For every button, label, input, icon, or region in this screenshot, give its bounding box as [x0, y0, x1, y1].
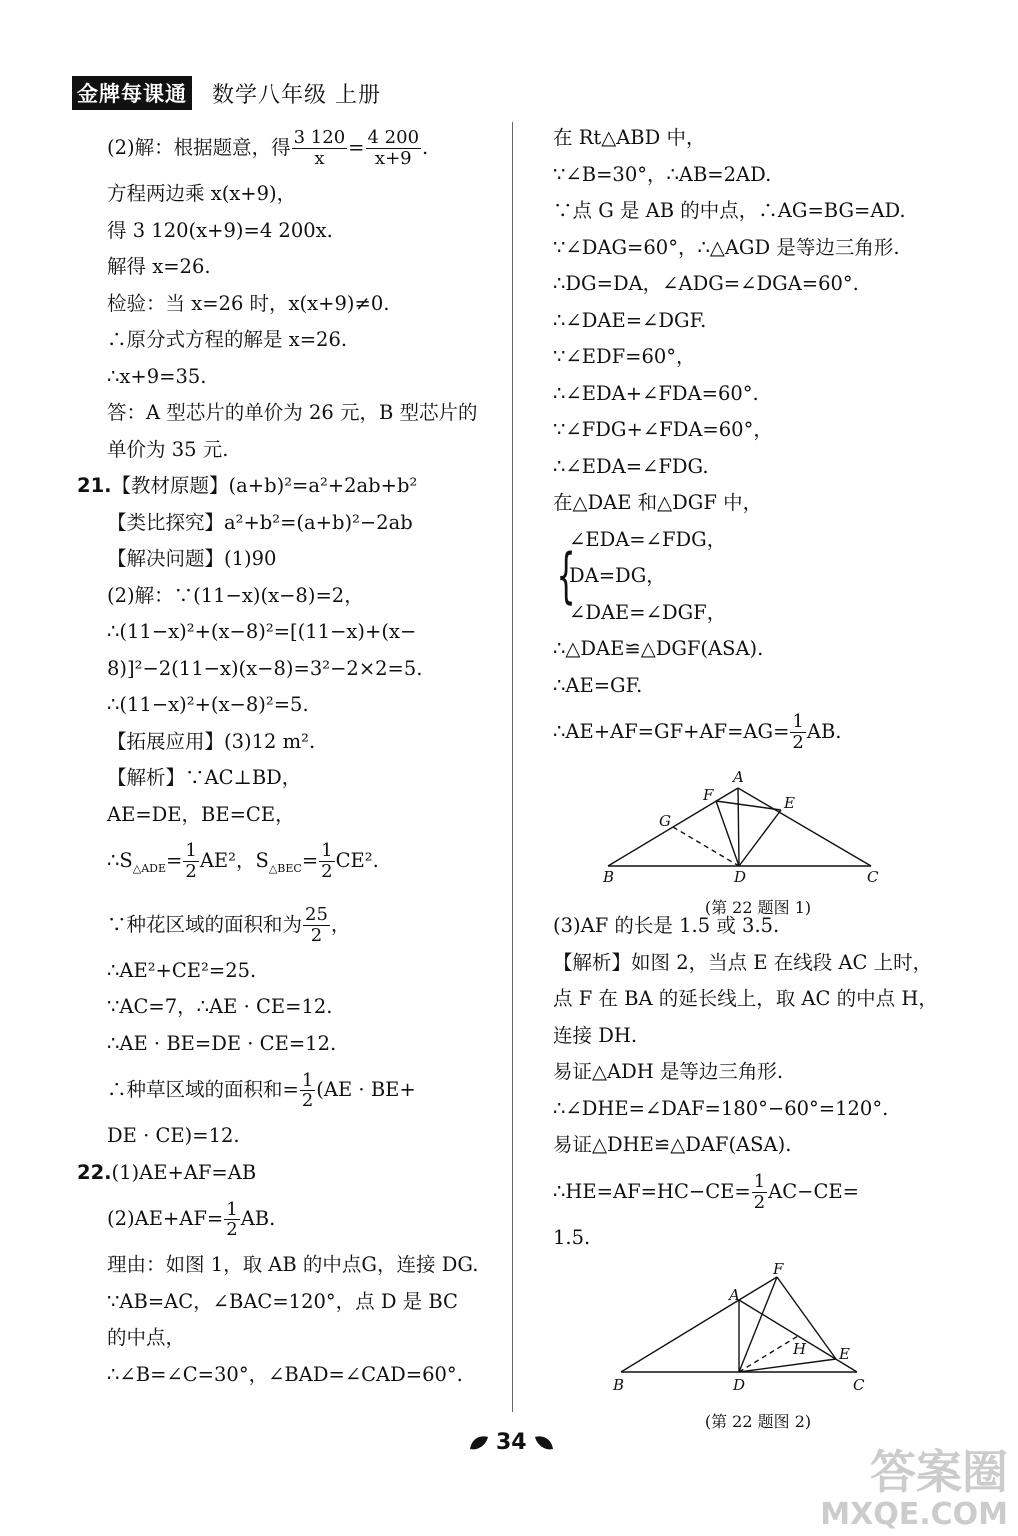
question-22-line: 22.(1)AE+AF=AB [77, 1160, 257, 1184]
watermark-text: 答案圈 [870, 1445, 1008, 1499]
solution-line: (2)AE+AF= $\frac{1}{2}$ AB. [107, 1198, 276, 1241]
solution-line: ∴AE²+CE²=25. [107, 958, 257, 982]
book-subject: 数学八年级 上册 [212, 82, 381, 108]
solution-line: 方程两边乘 x(x+9)， [107, 182, 297, 205]
segment-de [739, 810, 781, 866]
figure-1-caption: (第 22 题图 1) [704, 897, 812, 917]
solution-line: ∵点 G 是 AB 的中点，∴AG=BG=AD. [553, 199, 906, 222]
label-d: D [734, 868, 747, 884]
solution-line: 【解析】如图 2，当点 E 在线段 AC 上时， [553, 950, 933, 974]
label-b: B [613, 1376, 625, 1394]
watermark [820, 1446, 1008, 1532]
segment-fe [777, 1277, 836, 1359]
leaf-ornament-icon [468, 1433, 490, 1453]
solution-line: ∴AE=GF. [553, 673, 643, 697]
solution-line: ∴∠EDA=∠FDG. [553, 454, 709, 478]
system-line: DA=DG， [569, 564, 666, 587]
figure-2-diagram [553, 1262, 963, 1398]
solution-line: 检验：当 x=26 时，x(x+9)≠0. [107, 291, 390, 315]
solution-line: ∵∠FDG+∠FDA=60°， [553, 418, 773, 441]
fraction: $\frac{3 120}{x}$ [293, 127, 346, 169]
label-a: A [733, 768, 744, 786]
page-number: 34 [496, 1430, 527, 1455]
solution-line: ∴种草区域的面积和= $\frac{1}{2}$ (AE · BE+ [107, 1069, 416, 1112]
label-g: G [659, 812, 671, 830]
figure-2 [553, 1262, 963, 1431]
fraction: $\frac{1}{2}$ [321, 840, 333, 882]
label-h: H [793, 1340, 807, 1358]
solution-line: ∵种花区域的面积和为 $\frac{25}{2}$ ， [107, 904, 351, 946]
fraction: $\frac{1}{2}$ [185, 840, 197, 882]
equation-system [553, 522, 963, 632]
solution-line: 连接 DH. [553, 1023, 638, 1047]
solution-line: 易证△DHE≌△DAF(ASA). [553, 1133, 792, 1156]
page-number-block [468, 1430, 555, 1455]
solution-line: AE=DE，BE=CE， [107, 802, 295, 826]
segment-df [716, 801, 739, 866]
solution-line: 【解析】∵AC⊥BD， [107, 766, 302, 789]
label-e: E [784, 794, 795, 812]
solution-line: 【拓展应用】(3)12 m². [107, 729, 316, 753]
solution-line: ∵∠EDF=60°， [553, 345, 696, 368]
solution-line: ∴原分式方程的解是 x=26. [107, 328, 348, 351]
segment-ac [738, 788, 871, 866]
solution-line: 【解决问题】(1)90 [107, 547, 277, 570]
solution-line: $\therefore S_{\triangle ADE}=$ $\frac{1}{2}$ AE²，$S_{\triangle BEC}=$ $\frac{1}{2}$ CE². [107, 840, 379, 882]
solution-line: ∴∠DHE=∠DAF=180°−60°=120°. [553, 1096, 889, 1120]
column-divider [512, 122, 513, 1412]
solution-line: ∴∠DAE=∠DGF. [553, 308, 707, 332]
solution-line: 8)]²−2(11−x)(x−8)=3²−2×2=5. [107, 656, 423, 680]
fraction: $\frac{1}{2}$ [792, 711, 804, 753]
solution-line: (2)解：∵(11−x)(x−8)=2， [107, 583, 364, 607]
question-number: 22. [77, 1160, 112, 1184]
solution-line: ∴DG=DA，∠ADG=∠DGA=60°. [553, 272, 859, 295]
system-line: ∠DAE=∠DGF， [569, 600, 727, 624]
solution-line: 1.5. [553, 1225, 591, 1249]
label-d: D [733, 1376, 746, 1394]
solution-line: ∵AB=AC，∠BAC=120°，点 D 是 BC [107, 1289, 458, 1313]
label-a: A [729, 1286, 740, 1304]
solution-line: ∴(11−x)²+(x−8)²=5. [107, 693, 309, 716]
fraction: $\frac{1}{2}$ [753, 1170, 766, 1213]
solution-line: (2)解：根据题意，得 $\frac{3 120}{x}$ = $\frac{4 200}{x+9}$ . [107, 127, 429, 169]
question-21-line: 21.【教材原题】(a+b)²=a²+2ab+b² [77, 474, 418, 497]
solution-line: ∴x+9=35. [107, 364, 207, 388]
solution-line: DE · CE)=12. [107, 1124, 240, 1148]
solution-line: ∵∠B=30°，∴AB=2AD. [553, 162, 772, 186]
solution-line: ∴∠EDA+∠FDA=60°. [553, 381, 759, 405]
segment-df [739, 1277, 777, 1372]
fraction: $\frac{25}{2}$ [305, 904, 328, 946]
segment-ef [716, 801, 781, 810]
figure-1 [553, 760, 963, 917]
watermark-url: MXQE.COM [820, 1497, 1008, 1532]
solution-line: 点 F 在 BA 的延长线上，取 AC 的中点 H， [553, 987, 938, 1010]
segment-dh [739, 1336, 798, 1372]
solution-line: 易证△ADH 是等边三角形. [553, 1060, 784, 1083]
segment-dg [673, 827, 739, 866]
segment-af [739, 1277, 777, 1300]
label-c: C [867, 868, 879, 884]
solution-line: ∴(11−x)²+(x−8)²=[(11−x)+(x− [107, 620, 417, 643]
solution-line: 解得 x=26. [107, 255, 211, 278]
question-number: 21. [77, 474, 112, 497]
system-line: ∠EDA=∠FDG， [569, 527, 727, 551]
segment-ad [738, 788, 739, 866]
solution-line: 得 3 120(x+9)=4 200x. [107, 218, 333, 242]
left-brace: { [556, 540, 576, 611]
solution-line: 理由：如图 1，取 AB 的中点G，连接 DG. [107, 1253, 479, 1277]
solution-line: ∴△DAE≌△DGF(ASA). [553, 637, 764, 660]
solution-line: 单价为 35 元. [107, 437, 229, 461]
solution-line: ∴AE · BE=DE · CE=12. [107, 1031, 337, 1055]
figure-2-caption: (第 22 题图 2) [704, 1411, 812, 1431]
label-c: C [853, 1376, 865, 1394]
fraction: $\frac{1}{2}$ [226, 1198, 238, 1241]
fraction: $\frac{1}{2}$ [301, 1069, 314, 1112]
label-e: E [839, 1345, 850, 1363]
label-f: F [703, 786, 714, 804]
right-column [553, 120, 963, 1431]
text: (2)解：根据题意，得 [107, 136, 291, 159]
solution-line: (3)AF 的长是 1.5 或 3.5. [553, 914, 780, 937]
solution-line: ∴∠B=∠C=30°，∠BAD=∠CAD=60°. [107, 1362, 463, 1386]
fraction: $\frac{4 200}{x+9}$ [367, 127, 420, 169]
solution-line: 在 Rt△ABD 中， [553, 126, 706, 149]
solution-line: ∵AC=7，∴AE · CE=12. [107, 995, 333, 1019]
segment-de [739, 1359, 836, 1372]
solution-line: ∵∠DAG=60°，∴△AGD 是等边三角形. [553, 235, 900, 259]
solution-line: 答：A 型芯片的单价为 26 元，B 型芯片的 [107, 401, 478, 424]
solution-line: ∴HE=AF=HC−CE= $\frac{1}{2}$ AC−CE= [553, 1170, 859, 1213]
solution-line: 在△DAE 和△DGF 中， [553, 491, 763, 514]
solution-line: 【类比探究】a²+b²=(a+b)²−2ab [107, 510, 413, 534]
label-b: B [603, 868, 615, 884]
segment-ba [621, 1300, 739, 1372]
page-header [72, 76, 381, 110]
label-f: F [773, 1262, 784, 1278]
figure-1-diagram [553, 760, 963, 884]
series-brand: 金牌每课通 [72, 76, 192, 110]
solution-line: ∴AE+AF=GF+AF=AG= $\frac{1}{2}$ AB. [553, 711, 842, 753]
left-column [77, 120, 502, 1393]
leaf-ornament-icon [533, 1433, 555, 1453]
solution-line: 的中点， [107, 1326, 186, 1350]
